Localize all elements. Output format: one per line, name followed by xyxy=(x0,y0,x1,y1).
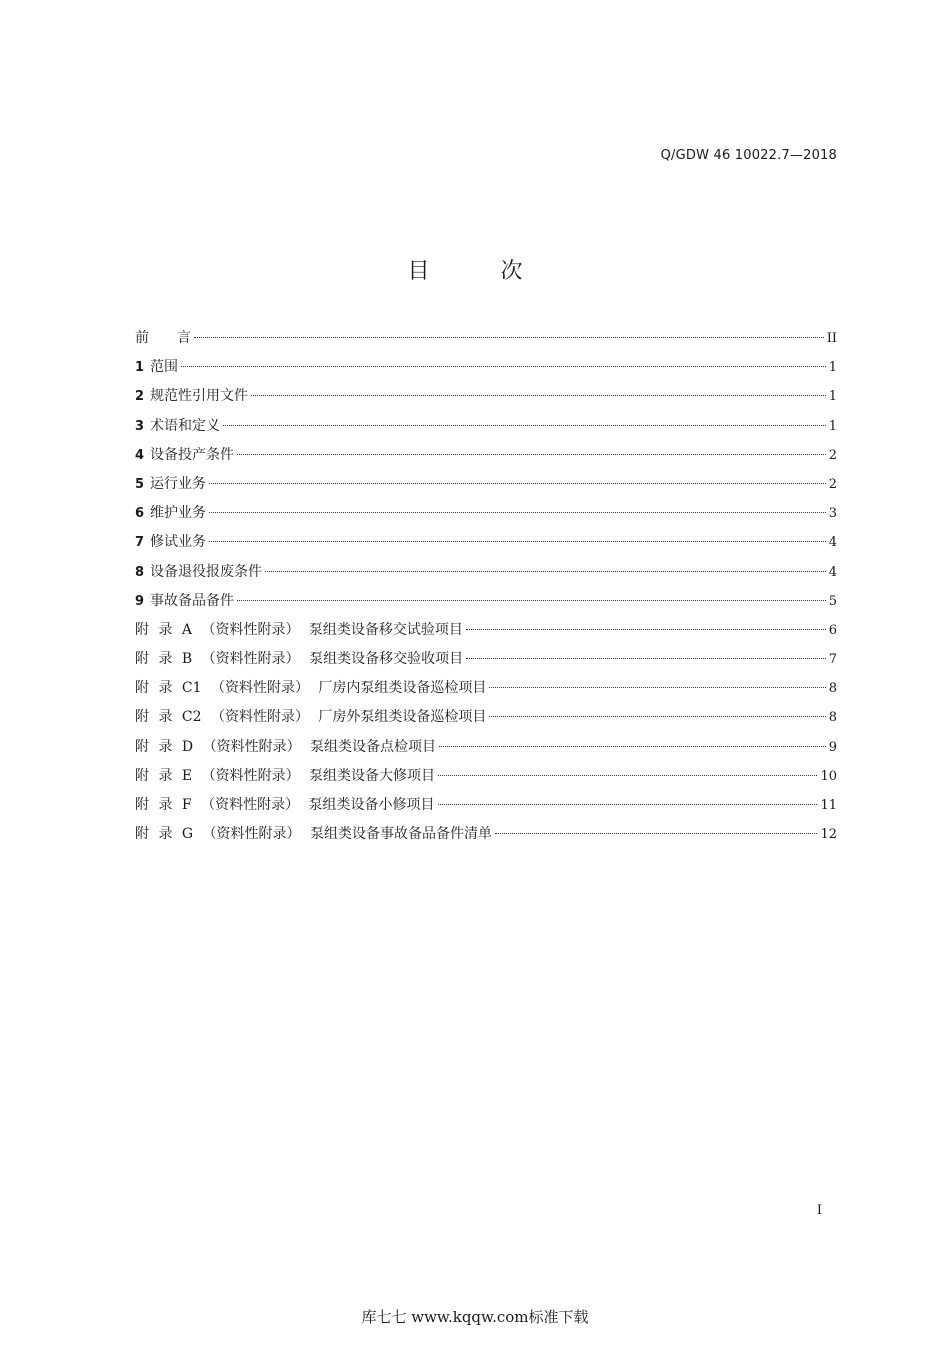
toc-dot-leader xyxy=(251,395,826,396)
toc-entry-number: 3 xyxy=(135,418,145,434)
toc-entry-page: 4 xyxy=(828,564,837,580)
toc-entry-label: 设备投产条件 xyxy=(150,446,235,463)
toc-entry-appendix-a[interactable] xyxy=(135,616,837,645)
toc-entry-scope[interactable] xyxy=(135,353,837,382)
toc-dot-leader xyxy=(209,483,826,484)
toc-entry-page: 1 xyxy=(828,418,837,434)
toc-entry-label: 附 录 C1 （资料性附录） 厂房内泵组类设备巡检项目 xyxy=(135,680,487,697)
toc-entry-label: 附 录 B （资料性附录） 泵组类设备移交验收项目 xyxy=(135,651,464,668)
toc-entry-page: 1 xyxy=(828,389,837,405)
toc-entry-operation[interactable] xyxy=(135,470,837,499)
toc-entry-label: 附 录 F （资料性附录） 泵组类设备小修项目 xyxy=(135,797,435,813)
toc-entry-spare-parts[interactable] xyxy=(135,587,837,616)
toc-entry-page: 12 xyxy=(820,827,837,843)
toc-entry-page: 6 xyxy=(828,622,837,638)
toc-dot-leader xyxy=(237,454,826,455)
toc-dot-leader xyxy=(237,600,826,601)
toc-entry-maintenance[interactable] xyxy=(135,499,837,528)
toc-dot-leader xyxy=(489,687,825,688)
toc-dot-leader xyxy=(209,541,826,542)
toc-dot-leader xyxy=(209,512,826,513)
toc-entry-label: 维护业务 xyxy=(150,505,207,522)
toc-entry-page: 3 xyxy=(828,506,837,522)
toc-entry-label: 规范性引用文件 xyxy=(150,388,249,405)
toc-entry-decommissioning[interactable] xyxy=(135,558,837,587)
toc-entry-label: 附 录 E （资料性附录） 泵组类设备大修项目 xyxy=(135,767,436,784)
page-number: I xyxy=(816,1203,822,1218)
toc-entry-label: 设备退役报废条件 xyxy=(150,563,263,580)
toc-dot-leader xyxy=(438,804,818,805)
toc-entry-label: 事故备品备件 xyxy=(150,592,235,609)
toc-entry-label: 范围 xyxy=(150,359,179,376)
toc-entry-page: 7 xyxy=(828,652,837,668)
footer-watermark: 库七七 www.kqqw.com标准下载 xyxy=(361,1308,589,1326)
toc-entry-appendix-f[interactable] xyxy=(135,791,837,820)
toc-dot-leader xyxy=(489,716,825,717)
toc-entry-appendix-d[interactable] xyxy=(135,733,837,762)
toc-entry-appendix-b[interactable] xyxy=(135,645,837,674)
toc-entry-label: 附 录 G （资料性附录） 泵组类设备事故备品备件清单 xyxy=(135,826,492,843)
toc-entry-terms-definitions[interactable] xyxy=(135,412,837,441)
toc-entry-appendix-e[interactable] xyxy=(135,762,837,791)
toc-entry-number: 7 xyxy=(135,535,145,551)
toc-entry-number: 4 xyxy=(135,447,145,463)
toc-entry-label: 修试业务 xyxy=(150,534,207,551)
toc-entry-label: 附 录 A （资料性附录） 泵组类设备移交试验项目 xyxy=(135,621,463,638)
toc-title: 目 次 xyxy=(407,259,555,284)
toc-entry-page: 9 xyxy=(828,739,837,755)
toc-dot-leader xyxy=(466,658,826,659)
toc-entry-repair-testing[interactable] xyxy=(135,528,837,557)
toc-entry-foreword[interactable] xyxy=(135,324,837,353)
toc-entry-label: 术语和定义 xyxy=(150,417,221,434)
toc-entry-page: 5 xyxy=(828,593,837,609)
toc-dot-leader xyxy=(265,571,826,572)
toc-entry-appendix-c1[interactable] xyxy=(135,674,837,703)
toc-entry-page: 2 xyxy=(828,447,837,463)
toc-entry-appendix-g[interactable] xyxy=(135,820,837,849)
toc-dot-leader xyxy=(194,337,824,338)
toc-entry-number: 9 xyxy=(135,593,145,609)
toc-entry-label: 附 录 C2 （资料性附录） 厂房外泵组类设备巡检项目 xyxy=(135,709,487,726)
toc-dot-leader xyxy=(466,629,826,630)
toc-entry-page: 8 xyxy=(828,681,837,697)
toc-entry-page: 11 xyxy=(820,798,837,813)
toc-entry-number: 8 xyxy=(135,564,145,580)
toc-entry-number: 1 xyxy=(135,360,145,376)
toc-entry-appendix-c2[interactable] xyxy=(135,703,837,732)
toc-dot-leader xyxy=(223,425,826,426)
toc-entry-page: 4 xyxy=(828,535,837,551)
toc-dot-leader xyxy=(439,746,826,747)
toc-entry-page: II xyxy=(826,331,837,346)
toc-entry-number: 2 xyxy=(135,389,145,405)
toc-entry-page: 1 xyxy=(828,360,837,376)
toc-entry-normative-references[interactable] xyxy=(135,382,837,411)
toc-entry-commissioning[interactable] xyxy=(135,441,837,470)
toc-dot-leader xyxy=(495,833,817,834)
toc-entry-number: 5 xyxy=(135,476,145,492)
toc-entry-label: 附 录 D （资料性附录） 泵组类设备点检项目 xyxy=(135,738,437,755)
toc-entry-label: 运行业务 xyxy=(150,475,207,492)
table-of-contents xyxy=(135,324,837,849)
toc-entry-page: 2 xyxy=(828,476,837,492)
toc-entry-number: 6 xyxy=(135,506,145,522)
toc-dot-leader xyxy=(181,366,826,367)
toc-entry-page: 10 xyxy=(820,768,837,784)
document-code: Q/GDW 46 10022.7—2018 xyxy=(660,148,837,163)
toc-dot-leader xyxy=(438,775,817,776)
toc-entry-label: 前 言 xyxy=(135,330,191,346)
toc-entry-page: 8 xyxy=(828,710,837,726)
